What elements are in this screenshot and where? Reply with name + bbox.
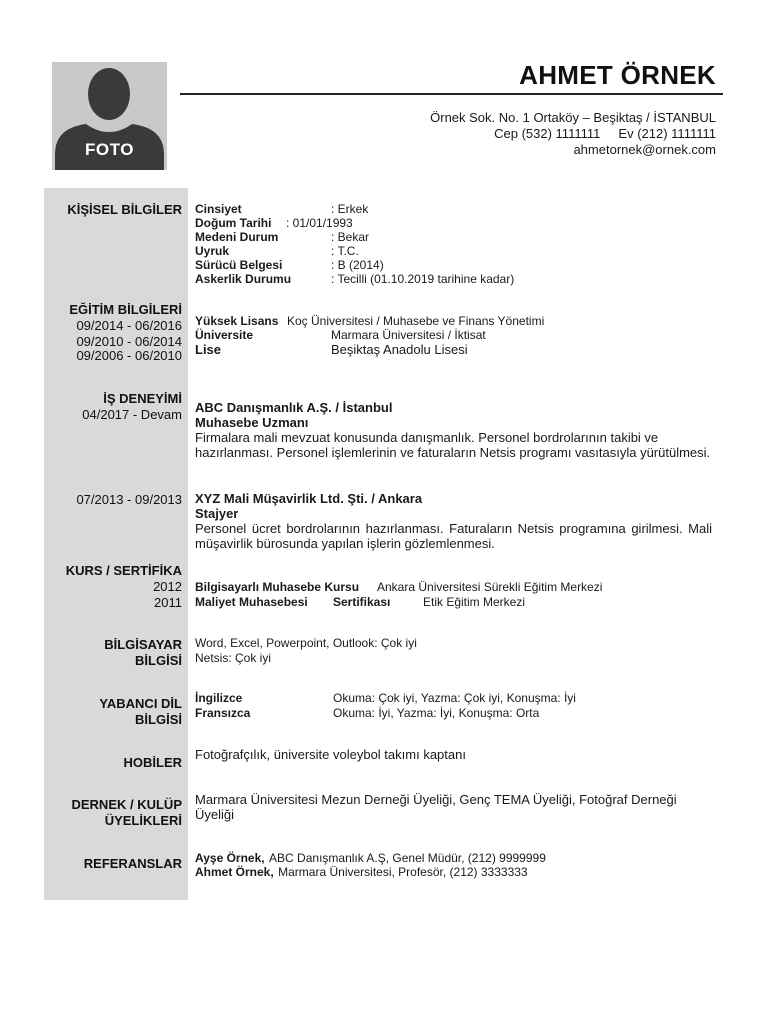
job-1-company: ABC Danışmanlık A.Ş. / İstanbul [195, 400, 393, 415]
education-school-masters: Koç Üniversitesi / Muhasebe ve Finans Yönetimi [287, 314, 545, 328]
course-2-name: Maliyet Muhasebesi [195, 595, 308, 609]
contact-address: Örnek Sok. No. 1 Ortaköy – Beşiktaş / İSTANBUL [430, 110, 716, 125]
personal-value-nationality: : T.C. [331, 244, 359, 258]
education-dates-highschool: 09/2006 - 06/2010 [76, 348, 182, 363]
memberships-section-title-line1: DERNEK / KULÜP [71, 797, 182, 812]
education-dates-university: 09/2010 - 06/2014 [76, 334, 182, 349]
personal-label-birthdate: Doğum Tarihi [195, 216, 272, 230]
reference-2 [195, 863, 528, 881]
course-1-institution: Ankara Üniversitesi Sürekli Eğitim Merkezi [377, 580, 603, 594]
course-1-name: Bilgisayarlı Muhasebe Kursu [195, 580, 360, 594]
personal-label-military: Askerlik Durumu [195, 272, 292, 286]
photo-label: FOTO [85, 140, 134, 159]
hobbies-text: Fotoğrafçılık, üniversite voleybol takımı kaptanı [195, 747, 466, 762]
course-1-year: 2012 [153, 579, 182, 594]
memberships-text: Marmara Üniversitesi Mezun Derneği Üyeliği, Genç TEMA Üyeliği, Fotoğraf Derneği Üyeliği [195, 792, 677, 822]
education-level-highschool: Lise [195, 342, 222, 357]
personal-label-license: Sürücü Belgesi [195, 258, 283, 272]
contact-email[interactable]: ahmetornek@ornek.com [573, 142, 716, 157]
education-school-university: Marmara Üniversitesi / İktisat [331, 328, 486, 342]
language-1-name: İngilizce [195, 691, 243, 705]
course-2-institution: Etik Eğitim Merkezi [423, 595, 526, 609]
education-level-masters: Yüksek Lisans [195, 314, 279, 328]
personal-value-gender: : Erkek [331, 202, 369, 216]
reference-1-details: ABC Danışmanlık A.Ş, Genel Müdür, (212) 9999999 [269, 851, 546, 865]
languages-section-title-line2: BİLGİSİ [135, 712, 182, 727]
education-level-university: Üniversite [195, 328, 254, 342]
memberships-section-title-line2: ÜYELİKLERİ [104, 813, 182, 828]
courses-section-title: KURS / SERTİFİKA [65, 563, 182, 578]
reference-1-name: Ayşe Örnek, [195, 851, 265, 865]
job-1-description: Firmalara mali mevzuat konusunda danışmanlık. Personel bordrolarının takibi ve hazırlanması. Personel işlemlerinin ve faturaların Netsis programı vasıtasıyla yürütülmesi. [195, 430, 711, 460]
reference-2-name: Ahmet Örnek, [195, 865, 274, 879]
section-sidebar [44, 188, 188, 900]
personal-value-military: : Tecilli (01.10.2019 tarihine kadar) [331, 272, 515, 286]
job-2-company: XYZ Mali Müşavirlik Ltd. Şti. / Ankara [195, 491, 423, 506]
personal-value-license: : B (2014) [331, 258, 384, 272]
job-1-dates: 04/2017 - Devam [82, 407, 182, 422]
computer-skill-office: Word, Excel, Powerpoint, Outlook: Çok iyi [195, 636, 417, 650]
personal-section-title: KİŞİSEL BİLGİLER [67, 202, 182, 217]
personal-value-birthdate: : 01/01/1993 [286, 216, 353, 230]
hobbies-section-title: HOBİLER [123, 755, 182, 770]
course-2-year: 2011 [154, 595, 182, 610]
personal-value-marital: : Bekar [331, 230, 370, 244]
personal-label-marital: Medeni Durum [195, 230, 279, 244]
personal-label-nationality: Uyruk [195, 244, 230, 258]
experience-section-title: İŞ DENEYİMİ [103, 391, 182, 406]
computer-section-title-line1: BİLGİSAYAR [104, 637, 182, 652]
header-divider [180, 93, 723, 95]
course-2-certificate: Sertifikası [333, 595, 391, 609]
profile-photo-placeholder [52, 62, 167, 170]
job-2-dates: 07/2013 - 09/2013 [76, 492, 182, 507]
computer-section-title-line2: BİLGİSİ [135, 653, 182, 668]
reference-2-details: Marmara Üniversitesi, Profesör, (212) 3333333 [278, 865, 528, 879]
education-dates-masters: 09/2014 - 06/2016 [76, 318, 182, 333]
education-school-highschool: Beşiktaş Anadolu Lisesi [331, 342, 468, 357]
job-2-role: Stajyer [195, 506, 239, 521]
language-1-levels: Okuma: Çok iyi, Yazma: Çok iyi, Konuşma: İyi [333, 691, 576, 705]
language-2-levels: Okuma: İyi, Yazma: İyi, Konuşma: Orta [333, 706, 540, 720]
job-2-description: Personel ücret bordrolarının hazırlanması. Faturaların Netsis programına girilmesi. Mali müşavirlik bürosunda yapılan işlerin gözlemlenmesi. [195, 521, 712, 551]
computer-skill-netsis: Netsis: Çok iyi [195, 651, 272, 665]
contact-phones: Cep (532) 1111111 Ev (212) 1111111 [494, 126, 716, 141]
language-2-name: Fransızca [195, 706, 251, 720]
personal-label-gender: Cinsiyet [195, 202, 242, 216]
candidate-name: AHMET ÖRNEK [519, 60, 716, 90]
job-1-role: Muhasebe Uzmanı [195, 415, 309, 430]
references-section-title: REFERANSLAR [83, 856, 182, 871]
languages-section-title-line1: YABANCI DİL [99, 696, 182, 711]
education-section-title: EĞİTİM BİLGİLERİ [69, 302, 182, 317]
